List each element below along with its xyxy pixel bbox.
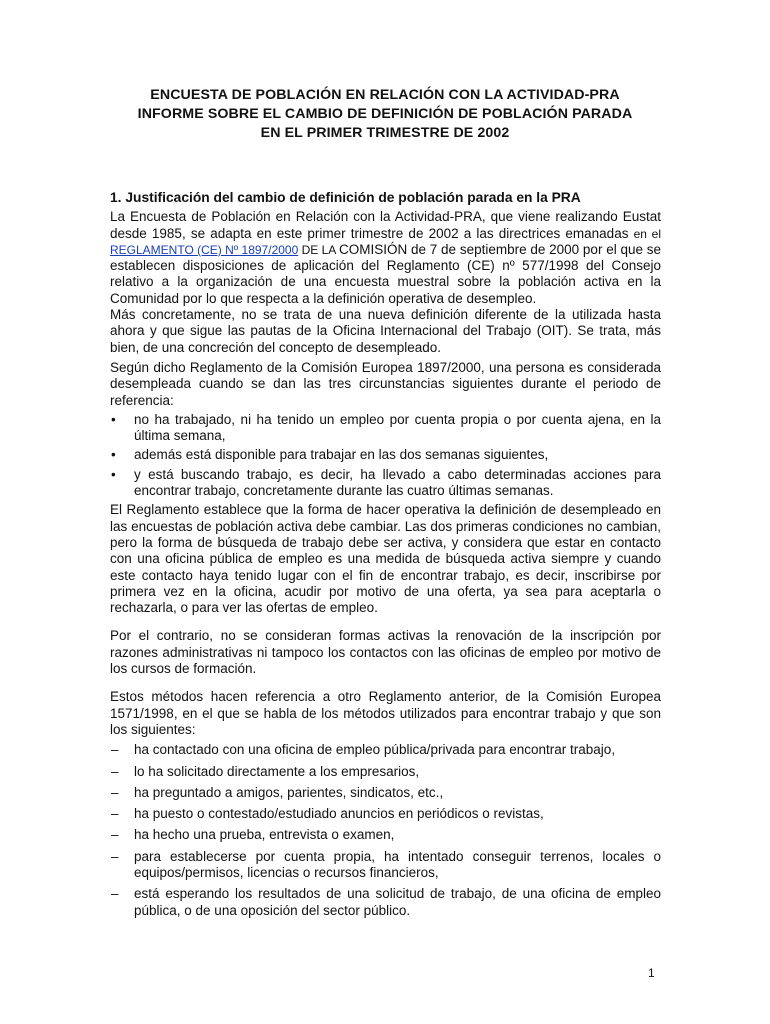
dash-item [110,886,661,919]
document-title [100,86,670,143]
bullet-item-text: no ha trabajado, ni ha tenido un empleo por cuenta propia o por cuenta ajena, en la última semana, [134,411,661,444]
dash-item-text: para establecerse por cuenta propia, ha intentado conseguir terrenos, locales o equipos/permisos, licencias o recursos financieros, [134,848,661,880]
dash-item-marker: – [111,827,119,843]
bullet-item [110,447,661,463]
page-number: 1 [648,966,655,980]
dash-item-text: ha preguntado a amigos, parientes, sindicatos, etc., [134,784,444,800]
paragraph-1 [110,209,661,307]
bullet-item-marker: • [111,411,116,427]
bullet-item-text: y está buscando trabajo, es decir, ha llevado a cabo determinadas acciones para encontrar trabajo, concretamente durante las cuatro últimas semanas. [134,466,661,499]
section-heading: 1. Justificación del cambio de definición de población parada en la PRA [110,190,581,205]
title-line-2: INFORME SOBRE EL CAMBIO DE DEFINICIÓN DE POBLACIÓN PARADA [137,106,633,122]
dash-item-text: lo ha solicitado directamente a los empresarios, [134,763,420,779]
bullet-item-marker: • [111,466,116,482]
paragraph-1-text-b: en el [633,226,661,241]
dash-item-marker: – [111,742,119,758]
bullet-list [110,412,661,499]
dash-item-marker: – [111,784,119,800]
dash-item-text: ha hecho una prueba, entrevista o examen, [134,827,395,843]
title-line-3: EN EL PRIMER TRIMESTRE DE 2002 [260,125,510,141]
bullet-item-marker: • [111,447,116,463]
dash-item [110,764,661,780]
title-line-1: ENCUESTA DE POBLACIÓN EN RELACIÓN CON LA ACTIVIDAD-PRA [150,87,620,103]
paragraph-1-text-a: La Encuesta de Población en Relación con la Actividad-PRA, que viene realizando Eustat desde 1985, se adapta en este primer trimestre de 2002 a las directrices emanadas [110,209,661,241]
dash-item [110,849,661,882]
document-body [110,190,661,924]
dash-item-marker: – [111,848,119,864]
regulation-link[interactable]: REGLAMENTO (CE) Nº 1897/2000 [110,242,299,257]
paragraph-1-text-c: DE LA [298,242,339,257]
paragraph-1-text-d: COMISIÓN de 7 de septiembre de 2000 por el que se establecen disposiciones de aplicación del Reglamento (CE) nº 577/1998 del Consejo relativo a la organización de una encuesta muestral sobre la población activa en la Comunidad por lo que respecta a la definición operativa de desempleo. [110,241,662,306]
dash-item [110,827,661,843]
paragraph-2: Más concretamente, no se trata de una nueva definición diferente de la utilizada hasta ahora y que sigue las pautas de la Oficina Internacional del Trabajo (OIT). Se trata, más bien, de una concreción del concepto de desempleado. [110,307,661,355]
dash-item-marker: – [111,806,119,822]
dash-item [110,785,661,801]
dash-item-text: ha contactado con una oficina de empleo pública/privada para encontrar trabajo, [134,742,616,758]
dash-item-text: ha puesto o contestado/estudiado anuncios en periódicos o revistas, [134,806,544,822]
bullet-item [110,412,661,445]
dash-item-marker: – [111,886,119,902]
bullet-item-text: además está disponible para trabajar en las dos semanas siguientes, [134,447,549,463]
dash-item-text: está esperando los resultados de una solicitud de trabajo, de una oficina de empleo pública, o de una oposición del sector público. [134,886,661,918]
dash-list [110,742,661,919]
dash-item [110,742,661,758]
bullet-item [110,467,661,500]
paragraph-3: Según dicho Reglamento de la Comisión Europea 1897/2000, una persona es considerada desempleada cuando se dan las tres circunstancias siguientes durante el periodo de referencia: [110,359,661,408]
paragraph-5: Por el contrario, no se consideran formas activas la renovación de la inscripción por razones administrativas ni tampoco los contactos con las oficinas de empleo por motivo de los cursos de formación. [110,628,661,677]
paragraph-4: El Reglamento establece que la forma de hacer operativa la definición de desempleado en las encuestas de población activa debe cambiar. Las dos primeras condiciones no cambian, pero la forma de búsqueda de trabajo debe ser activa, y considera que estar en contacto con una oficina pública de empleo es una medida de búsqueda activa siempre y cuando este contacto haya tenido lugar con el fin de encontrar trabajo, es decir, inscribirse por primera vez en la oficina, acudir por motivo de una oferta, ya sea para aceptarla o rechazarla, o para ver las ofertas de empleo. [110,502,661,616]
dash-item-marker: – [111,763,119,779]
paragraph-6: Estos métodos hacen referencia a otro Reglamento anterior, de la Comisión Europea 1571/1998, en el que se habla de los métodos utilizados para encontrar trabajo y que son los siguientes: [110,689,661,737]
dash-item [110,806,661,822]
